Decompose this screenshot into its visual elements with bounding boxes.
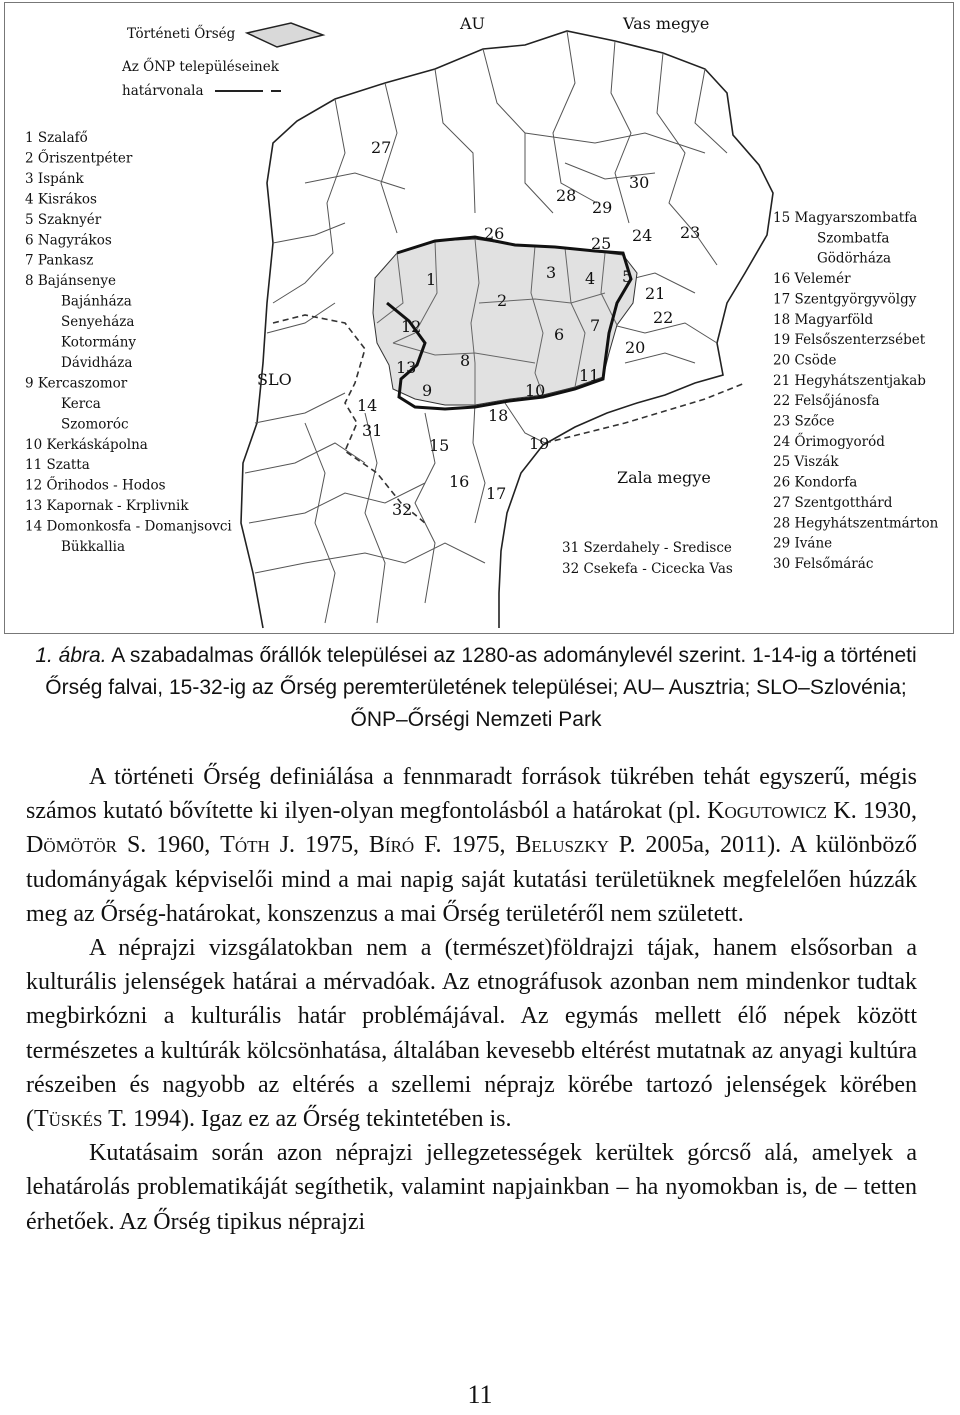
- settlement-number: 28: [556, 186, 577, 205]
- settlement-list-item: 12 Őrihodos - Hodos: [25, 477, 166, 494]
- settlement-number: 20: [625, 338, 646, 357]
- settlement-number: 29: [592, 198, 613, 217]
- paragraph-1: [26, 760, 917, 931]
- body-text: [26, 760, 917, 1239]
- settlement-list-item: Bajánháza: [61, 293, 132, 310]
- citation-author: Bíró: [368, 832, 415, 859]
- settlement-map: [4, 2, 954, 634]
- settlement-list-item: 20 Csöde: [773, 352, 837, 369]
- region-label-au: AU: [460, 14, 486, 33]
- settlement-number: 3: [546, 263, 557, 282]
- settlement-list-right: [773, 210, 939, 572]
- settlement-list-item: 9 Kercaszomor: [25, 375, 128, 392]
- settlement-number: 7: [590, 316, 601, 335]
- figure-caption-label: 1. ábra.: [35, 644, 107, 667]
- citation-author: Tóth: [220, 832, 270, 859]
- settlement-list-item: 26 Kondorfa: [773, 474, 858, 491]
- settlement-number: 15: [429, 436, 450, 455]
- settlement-number: 17: [486, 484, 507, 503]
- paragraph-text: F. 1975,: [414, 832, 516, 859]
- settlement-list-item: 25 Viszák: [773, 454, 839, 471]
- settlement-list-item: 10 Kerkáskápolna: [25, 436, 148, 453]
- settlement-number: 14: [357, 396, 378, 415]
- settlement-list-item: Kotormány: [61, 334, 137, 351]
- settlement-number: 23: [680, 223, 701, 242]
- settlement-list-item: 30 Felsőmárác: [773, 555, 874, 572]
- settlement-list-item: 7 Pankasz: [25, 252, 94, 269]
- settlement-number: 24: [632, 226, 653, 245]
- settlement-number: 10: [525, 381, 546, 400]
- settlement-list-item: 28 Hegyhátszentmárton: [773, 515, 939, 532]
- settlement-number: 22: [653, 308, 674, 327]
- settlement-number: 32: [392, 500, 413, 519]
- settlement-number: 6: [554, 325, 565, 344]
- settlement-list-item: Szombatfa: [817, 230, 890, 247]
- settlement-list-item: 16 Velemér: [773, 271, 851, 288]
- settlement-number: 31: [362, 421, 383, 440]
- settlement-number: 4: [585, 269, 596, 288]
- paragraph-2: [26, 931, 917, 1136]
- paragraph-text: A történeti Őrség definiálása a fennmaradt források tükrében tehát egyszerű, mégis számos kutató bővítette ki ilyen-olyan megfontolásból a határokat (pl.: [26, 764, 917, 825]
- settlement-number: 1: [426, 270, 437, 289]
- settlement-list-item: 3 Ispánk: [25, 170, 84, 187]
- settlement-number: 26: [484, 224, 505, 243]
- settlement-list-item: 31 Szerdahely - Sredisce: [562, 540, 732, 556]
- page-number: 11: [467, 1380, 493, 1409]
- settlement-list-item: 4 Kisrákos: [25, 191, 97, 208]
- citation-author: Kogutowicz: [707, 798, 828, 825]
- legend-historic-label: Történeti Őrség: [127, 26, 236, 42]
- figure-caption-text: A szabadalmas őrállók települései az 1280-as adománylevél szerint. 1-14-ig a történeti Őrség falvai, 15-32-ig az Őrség peremterületének települései; AU– Ausztria; SLO–Szlovénia; ŐNP–Őrségi Nemzeti Park: [45, 644, 917, 731]
- settlement-list-item: 13 Kapornak - Krplivnik: [25, 498, 189, 515]
- paragraph-text: T. 1994). Igaz ez az Őrség tekintetében is.: [102, 1106, 512, 1133]
- settlement-list-item: Kerca: [61, 395, 101, 412]
- settlement-number: 11: [579, 366, 600, 385]
- settlement-number: 30: [629, 173, 650, 192]
- settlement-list-item: 11 Szatta: [25, 457, 90, 474]
- legend-park-label-line1: Az ŐNP településeinek: [122, 59, 279, 75]
- settlement-list-item: 24 Őrimogyoród: [773, 433, 885, 450]
- settlement-number: 21: [645, 284, 666, 303]
- settlement-number: 5: [622, 267, 633, 286]
- settlement-list-item: 32 Csekefa - Cicecka Vas: [562, 561, 733, 577]
- settlement-number: 8: [460, 351, 471, 370]
- settlement-list-item: Szomoróc: [61, 416, 129, 433]
- citation-author: Beluszky: [515, 832, 609, 859]
- paragraph-text: P. 2005a, 2011). A különböző tudományágak képviselői mind a mai napig saját kutatási területüknek megfelelően húzzák meg az Őrség-határokat, konszenzus a mai Őrség területéről nem született.: [26, 832, 917, 927]
- settlement-number: 19: [529, 434, 550, 453]
- settlement-list-item: 18 Magyarföld: [773, 311, 874, 328]
- settlement-number: 16: [449, 472, 470, 491]
- paragraph-text: A néprajzi vizsgálatokban nem a (természet)földrajzi tájak, hanem elsősorban a kulturális jelenségek határai a mérvadóak. Az etnográfusok azonban nem mindenkor tudtak megbirkózni a kulturális határ problémájával. Az egymás mellett élő népek között természetes a kultúrák kölcsönhatása, általában kevesebb eltérést mutatnak az anyagi kultúra részeiben és nagyobb az eltérés a szellemi néprajz körébe tartozó jelenségek körében (: [26, 935, 917, 1133]
- settlement-list-item: 22 Felsőjánosfa: [773, 393, 880, 410]
- settlement-number: 27: [371, 138, 392, 157]
- settlement-number: 18: [488, 406, 509, 425]
- settlement-number: 9: [422, 381, 433, 400]
- settlement-list-item: 15 Magyarszombatfa: [773, 210, 918, 226]
- legend-historic-swatch: [247, 23, 323, 47]
- settlement-list-item: 6 Nagyrákos: [25, 232, 112, 249]
- settlement-list-left: [25, 130, 232, 555]
- region-label-vas: Vas megye: [623, 14, 710, 33]
- paragraph-text: S. 1960,: [117, 832, 221, 859]
- settlement-list-item: 14 Domonkosfa - Domanjsovci: [25, 518, 232, 535]
- settlement-list-item: 2 Őriszentpéter: [25, 150, 133, 167]
- settlement-list-item: 29 Iváne: [773, 535, 833, 552]
- region-label-slo: SLO: [257, 370, 292, 389]
- region-label-zala: Zala megye: [617, 468, 711, 487]
- settlement-list-item: 27 Szentgotthárd: [773, 494, 893, 511]
- figure-caption: [26, 640, 926, 736]
- paragraph-text: J. 1975,: [269, 832, 369, 859]
- settlement-list-item: Gödörháza: [817, 250, 892, 267]
- settlement-list-item: 23 Szőce: [773, 413, 835, 430]
- settlement-list-item: Senyeháza: [61, 314, 135, 331]
- settlement-number: 2: [497, 291, 508, 310]
- settlement-number: 12: [401, 317, 422, 336]
- settlement-number: 25: [591, 234, 612, 253]
- paragraph-3: Kutatásaim során azon néprajzi jellegzetességek kerültek górcső alá, amelyek a lehatárolás problematikáját segíthetik, valamint napjainkban – ha nyomokban is, de – tetten érhetőek. Az Őrség tipikus néprajzi: [26, 1140, 917, 1235]
- settlement-list-item: 21 Hegyhátszentjakab: [773, 372, 926, 389]
- settlement-list-item: 8 Bajánsenye: [25, 273, 117, 290]
- settlement-list-item: 1 Szalafő: [25, 130, 88, 146]
- settlement-list-item: Dávidháza: [61, 354, 133, 371]
- settlement-number: 13: [396, 358, 417, 377]
- county-border-dashed: [545, 383, 745, 443]
- settlement-list-item: Bükkallia: [61, 539, 126, 555]
- settlement-list-item: 17 Szentgyörgyvölgy: [773, 291, 917, 308]
- paragraph-text: K. 1930,: [827, 798, 917, 825]
- settlement-list-item: 19 Felsőszenterzsébet: [773, 332, 926, 349]
- citation-author: Tüskés: [34, 1106, 103, 1133]
- settlement-list-bottom: [562, 540, 733, 577]
- legend-park-label-line2: határvonala: [122, 83, 204, 99]
- citation-author: Dömötör: [26, 832, 118, 859]
- settlement-list-item: 5 Szaknyér: [25, 211, 102, 228]
